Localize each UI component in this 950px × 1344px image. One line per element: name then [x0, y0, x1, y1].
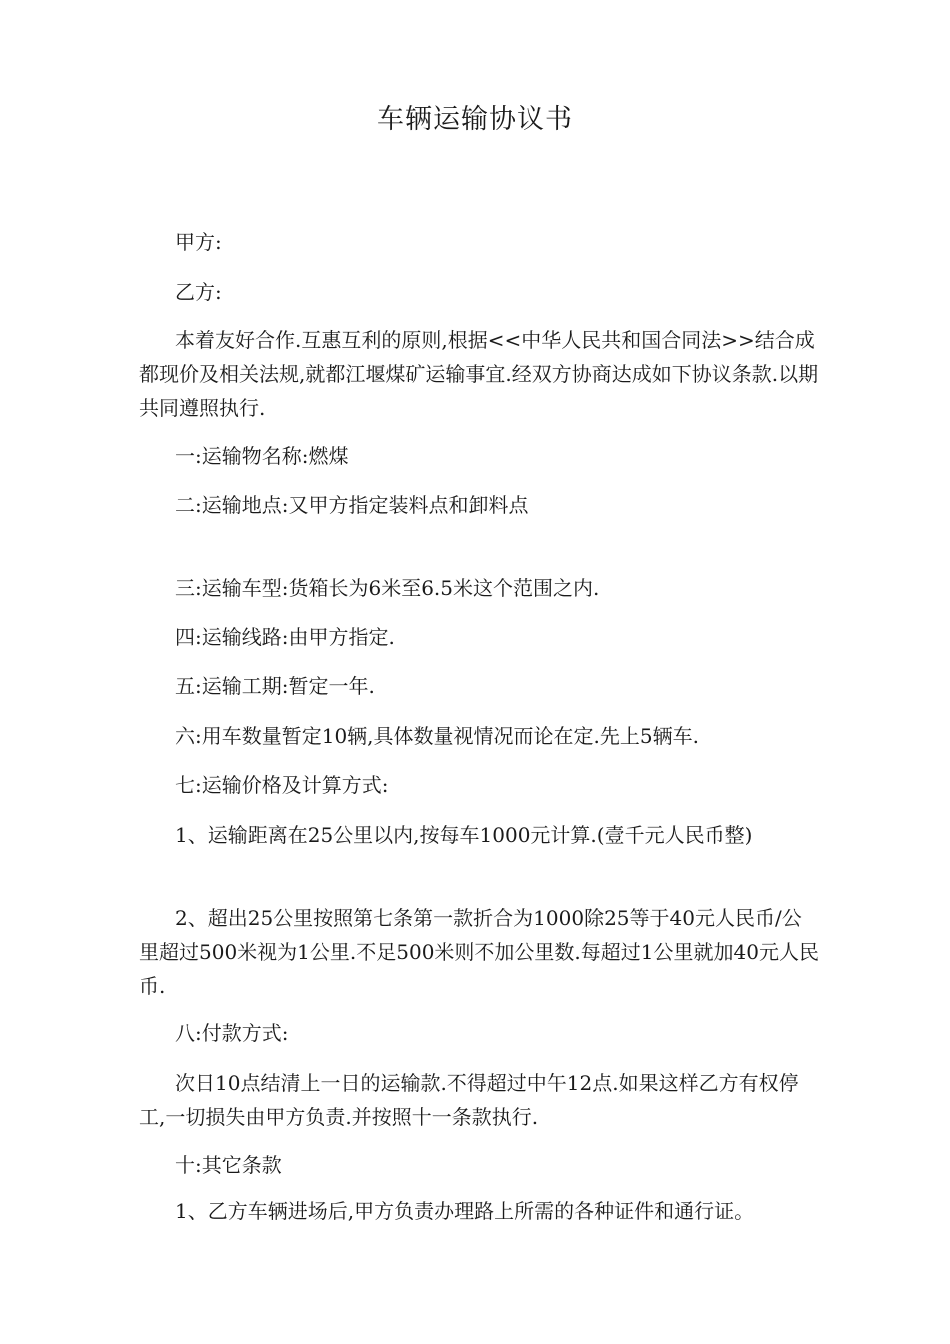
party-b-line: 乙方: — [175, 280, 222, 304]
clause-8-detail: 次日10点结清上一日的运输款.不得超过中午12点.如果这样乙方有权停工,一切损失由甲方负责.并按照十一条款执行. — [139, 1071, 799, 1129]
clause-3-vehicle-type: 三:运输车型:货箱长为6米至6.5米这个范围之内. — [175, 576, 600, 600]
preamble-paragraph: 本着友好合作.互惠互利的原则,根据<<中华人民共和国合同法>>结合成都现价及相关法规,就都江堰煤矿运输事宜.经双方协商达成如下协议条款.以期共同遵照执行. — [139, 328, 819, 420]
party-a-line: 甲方: — [175, 230, 222, 254]
clause-8-payment: 八:付款方式: — [175, 1021, 289, 1045]
document-title: 车辆运输协议书 — [377, 104, 573, 135]
clause-4-route: 四:运输线路:由甲方指定. — [175, 625, 395, 649]
clause-1-cargo: 一:运输物名称:燃煤 — [175, 444, 349, 468]
clause-10-other: 十:其它条款 — [175, 1153, 282, 1177]
clause-5-period: 五:运输工期:暂定一年. — [175, 674, 375, 698]
clause-7-item-2: 2、超出25公里按照第七条第一款折合为1000除25等于40元人民币/公里超过500米视为1公里.不足500米则不加公里数.每超过1公里就加40元人民币. — [139, 906, 819, 998]
clause-7-pricing: 七:运输价格及计算方式: — [175, 773, 389, 797]
clause-6-vehicle-count: 六:用车数量暂定10辆,具体数量视情况而论在定.先上5辆车. — [175, 724, 699, 748]
clause-10-item-1: 1、乙方车辆进场后,甲方负责办理路上所需的各种证件和通行证。 — [175, 1199, 755, 1223]
clause-7-item-1: 1、运输距离在25公里以内,按每车1000元计算.(壹千元人民币整) — [175, 823, 753, 847]
clause-2-location: 二:运输地点:又甲方指定装料点和卸料点 — [175, 493, 529, 517]
